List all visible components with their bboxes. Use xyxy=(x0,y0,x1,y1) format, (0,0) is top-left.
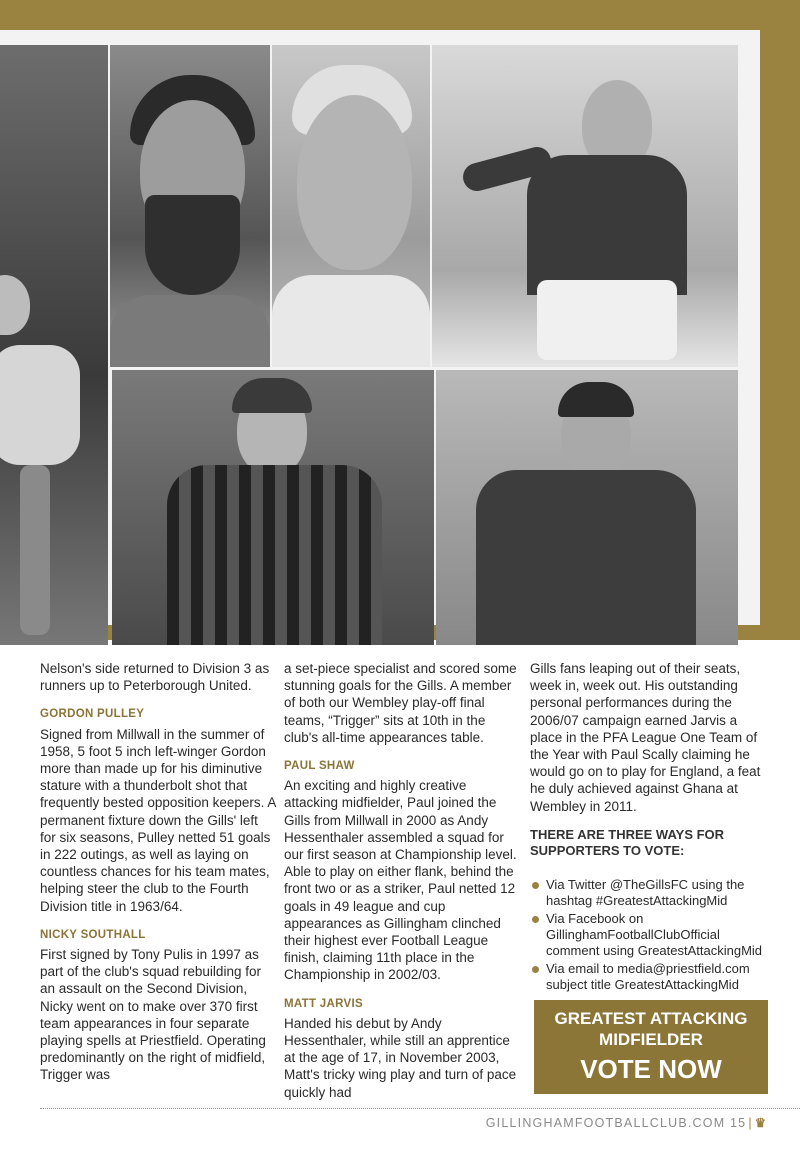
vote-banner-line-1: GREATEST ATTACKING xyxy=(554,1009,748,1028)
vote-banner-line-2: MIDFIELDER xyxy=(599,1030,703,1049)
heading-matt-jarvis: MATT JARVIS xyxy=(284,997,363,1010)
intro-paragraph: Nelson's side returned to Division 3 as runners up to Peterborough United. xyxy=(40,661,270,694)
page-footer xyxy=(486,1115,766,1130)
photo-bald-player xyxy=(432,45,738,367)
vote-method-email: Via email to media@priestfield.com subject title GreatestAttackingMid xyxy=(530,961,770,993)
text-column-1 xyxy=(40,660,276,1096)
text-column-2 xyxy=(284,660,520,1113)
photo-bearded-player xyxy=(110,45,270,367)
photo-blond-player xyxy=(272,45,430,367)
southall-paragraph: First signed by Tony Pulis in 1997 as part of the club's squad rebuilding for an assault on the Second Division, Nicky went on to make over 370 first team appearances in four separate playing spells at Priestfield. Operating predominantly on the right of midfield, Trigger was xyxy=(40,947,266,1083)
vote-heading: THERE ARE THREE WAYS FOR SUPPORTERS TO VOTE: xyxy=(530,826,725,858)
vote-now-banner xyxy=(534,1000,768,1094)
vote-banner-line-3: VOTE NOW xyxy=(580,1054,722,1084)
heading-gordon-pulley: GORDON PULLEY xyxy=(40,708,145,721)
page-number: 15 xyxy=(730,1116,747,1130)
photo-mhs-kit-player xyxy=(436,370,738,645)
photo-striped-kit-player xyxy=(112,370,434,645)
vote-method-facebook: Via Facebook on GillinghamFootballClubOfficial comment using GreatestAttackingMid xyxy=(530,911,770,959)
heading-nicky-southall: NICKY SOUTHALL xyxy=(40,928,146,941)
footer-divider xyxy=(40,1108,800,1109)
pulley-paragraph: Signed from Millwall in the summer of 1958, 5 foot 5 inch left-winger Gordon more than made up for his diminutive stature with a thunderbolt shot that frequently bested opposition keepers. A permanent fixture down the Gills' left for six seasons, Pulley netted 51 goals in 222 outings, as well as laying on countless chances for his team mates, helping steer the club to the Fourth Division title in 1963/64. xyxy=(40,726,276,914)
shaw-paragraph: An exciting and highly creative attacking midfielder, Paul joined the Gills from Millwall in 2000 as Andy Hessenthaler assembled a squad for our first season at Championship level. Able to play on either flank, behind the front two or as a striker, Paul netted 12 goals in 49 league and cup appearances as Gillingham clinched their highest ever Football League finish, claiming 11th place in the Championship in 2002/03. xyxy=(284,778,517,983)
footer-site: GILLINGHAMFOOTBALLCLUB.COM xyxy=(485,1116,726,1130)
photo-collage xyxy=(0,30,760,625)
vote-method-twitter: Via Twitter @TheGillsFC using the hashtag #GreatestAttackingMid xyxy=(530,877,770,909)
photo-player-running xyxy=(0,45,108,645)
jarvis-continued-paragraph: Gills fans leaping out of their seats, week in, week out. His outstanding personal performances during the 2006/07 campaign earned Jarvis a place in the PFA League One Team of the Year with Paul Scally claiming he would go on to play for England, a feat he duly achieved against Ghana at Wembley in 2011. xyxy=(530,661,761,814)
heading-paul-shaw: PAUL SHAW xyxy=(284,760,355,773)
southall-continued-paragraph: a set-piece specialist and scored some stunning goals for the Gills. A member of both our Wembley play-off final teams, “Trigger” sits at 10th in the club's all-time appearances table. xyxy=(284,661,517,745)
footer-separator: | xyxy=(748,1116,753,1130)
jarvis-paragraph: Handed his debut by Andy Hessenthaler, while still an apprentice at the age of 17, in November 2003, Matt's tricky wing play and turn of pace quickly had xyxy=(284,1015,517,1100)
vote-methods-list xyxy=(530,877,770,993)
club-logo-icon: ♛ xyxy=(754,1116,766,1130)
text-column-3 xyxy=(530,660,770,995)
